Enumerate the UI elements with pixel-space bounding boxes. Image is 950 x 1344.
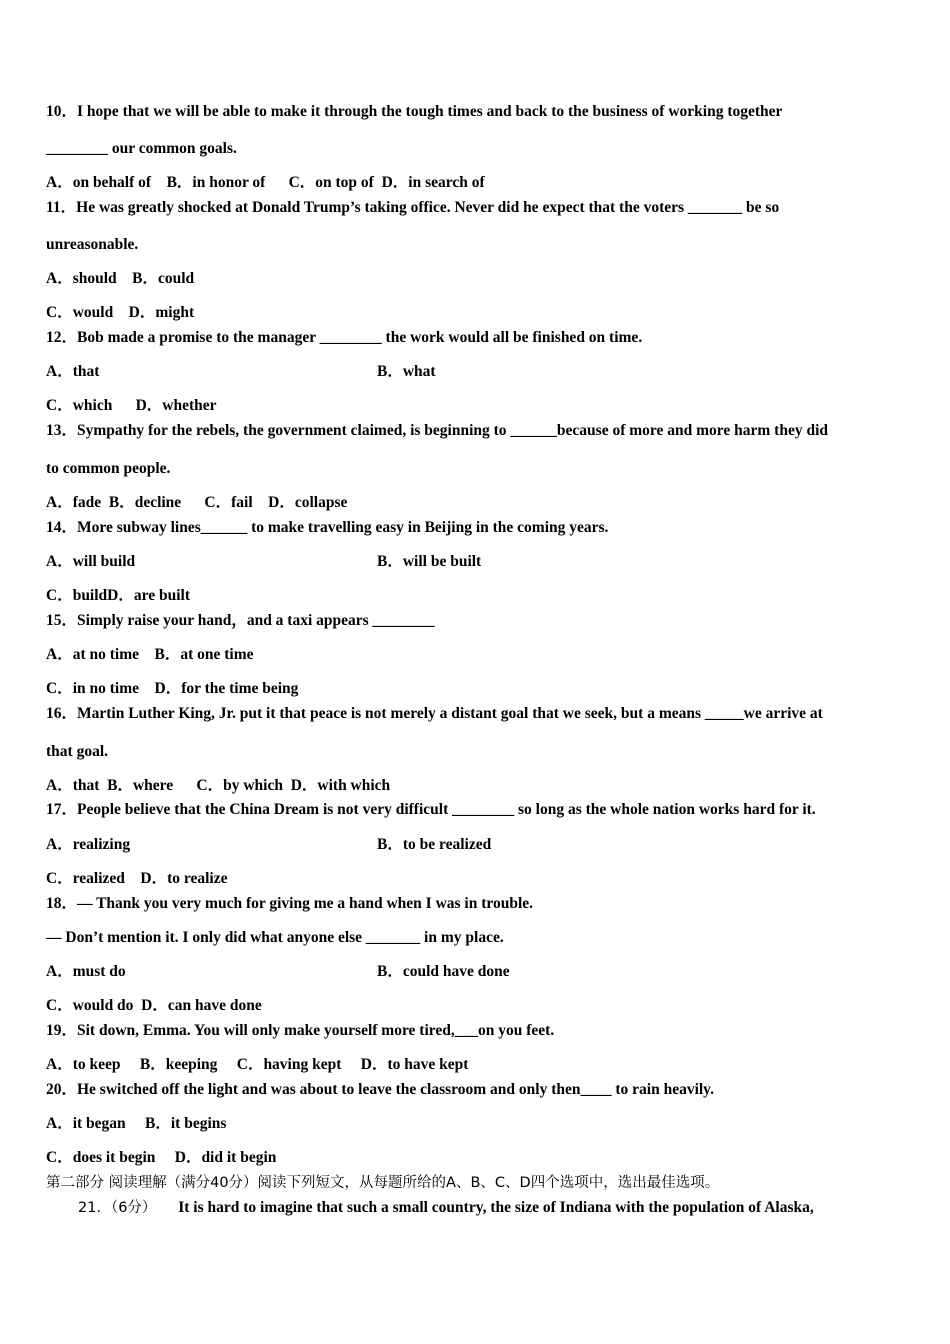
q11-options-ab: A．should B．could	[46, 270, 195, 287]
q12-options-cd: C．which D．whether	[46, 397, 217, 414]
q16-options: A．that B．where C．by which D．with which	[46, 777, 391, 794]
q13-stem-line1: 13．Sympathy for the rebels, the government claimed, is beginning to ______because of more and more harm they did	[46, 422, 829, 439]
q21-number: 21．（6分）	[78, 1200, 157, 1216]
q18-stem-line1: 18．— Thank you very much for giving me a hand when I was in trouble.	[46, 895, 534, 912]
q11-stem-line1: 11．He was greatly shocked at Donald Trump’s taking office. Never did he expect that the voters _______ be so	[46, 199, 780, 216]
q16-stem-line2: that goal.	[46, 743, 108, 760]
q14-option-b: B．will be built	[377, 553, 482, 570]
q17-option-b: B．to be realized	[377, 836, 492, 853]
q12-option-b: B．what	[377, 363, 436, 380]
q10-stem-line2: ________ our common goals.	[46, 140, 237, 157]
q18-stem-line2: — Don’t mention it. I only did what anyone else _______ in my place.	[46, 929, 504, 946]
section2-heading: 第二部分 阅读理解（满分40分）阅读下列短文，从每题所给的A、B、C、D四个选项中，选出最佳选项。	[46, 1175, 720, 1191]
q21-line	[78, 1199, 814, 1217]
q11-options-cd: C．would D．might	[46, 304, 195, 321]
q19-options: A．to keep B．keeping C．having kept D．to have kept	[46, 1056, 469, 1073]
q14-options-cd: C．buildD．are built	[46, 587, 190, 604]
q15-stem: 15．Simply raise your hand，and a taxi appears ________	[46, 612, 435, 629]
q16-stem-line1: 16．Martin Luther King, Jr. put it that peace is not merely a distant goal that we seek, but a means _____we arrive at	[46, 705, 823, 722]
q10-stem-line1: 10．I hope that we will be able to make it through the tough times and back to the business of working together	[46, 103, 783, 120]
q17-options-cd: C．realized D．to realize	[46, 870, 228, 887]
q10-options: A．on behalf of B．in honor of C．on top of D．in search of	[46, 174, 485, 191]
q15-options-cd: C．in no time D．for the time being	[46, 680, 299, 697]
q18-option-a: A．must do	[46, 963, 126, 980]
q20-options-cd: C．does it begin D．did it begin	[46, 1149, 277, 1166]
q11-stem-line2: unreasonable.	[46, 236, 139, 253]
q14-stem: 14．More subway lines______ to make travelling easy in Beijing in the coming years.	[46, 519, 609, 536]
q13-stem-line2: to common people.	[46, 460, 171, 477]
q18-options-cd: C．would do D．can have done	[46, 997, 262, 1014]
q14-option-a: A．will build	[46, 553, 136, 570]
q17-stem: 17．People believe that the China Dream is not very difficult ________ so long as the whole nation works hard for it.	[46, 801, 816, 818]
q13-options: A．fade B．decline C．fail D．collapse	[46, 494, 348, 511]
q19-stem: 19．Sit down, Emma. You will only make yourself more tired,___on you feet.	[46, 1022, 555, 1039]
q12-stem: 12．Bob made a promise to the manager ________ the work would all be finished on time.	[46, 329, 643, 346]
q21-text: It is hard to imagine that such a small country, the size of Indiana with the population of Alaska,	[178, 1199, 814, 1216]
q18-option-b: B．could have done	[377, 963, 510, 980]
q15-options-ab: A．at no time B．at one time	[46, 646, 254, 663]
q20-stem: 20．He switched off the light and was about to leave the classroom and only then____ to rain heavily.	[46, 1081, 714, 1098]
q17-option-a: A．realizing	[46, 836, 131, 853]
q20-options-ab: A．it began B．it begins	[46, 1115, 227, 1132]
q12-option-a: A．that	[46, 363, 100, 380]
